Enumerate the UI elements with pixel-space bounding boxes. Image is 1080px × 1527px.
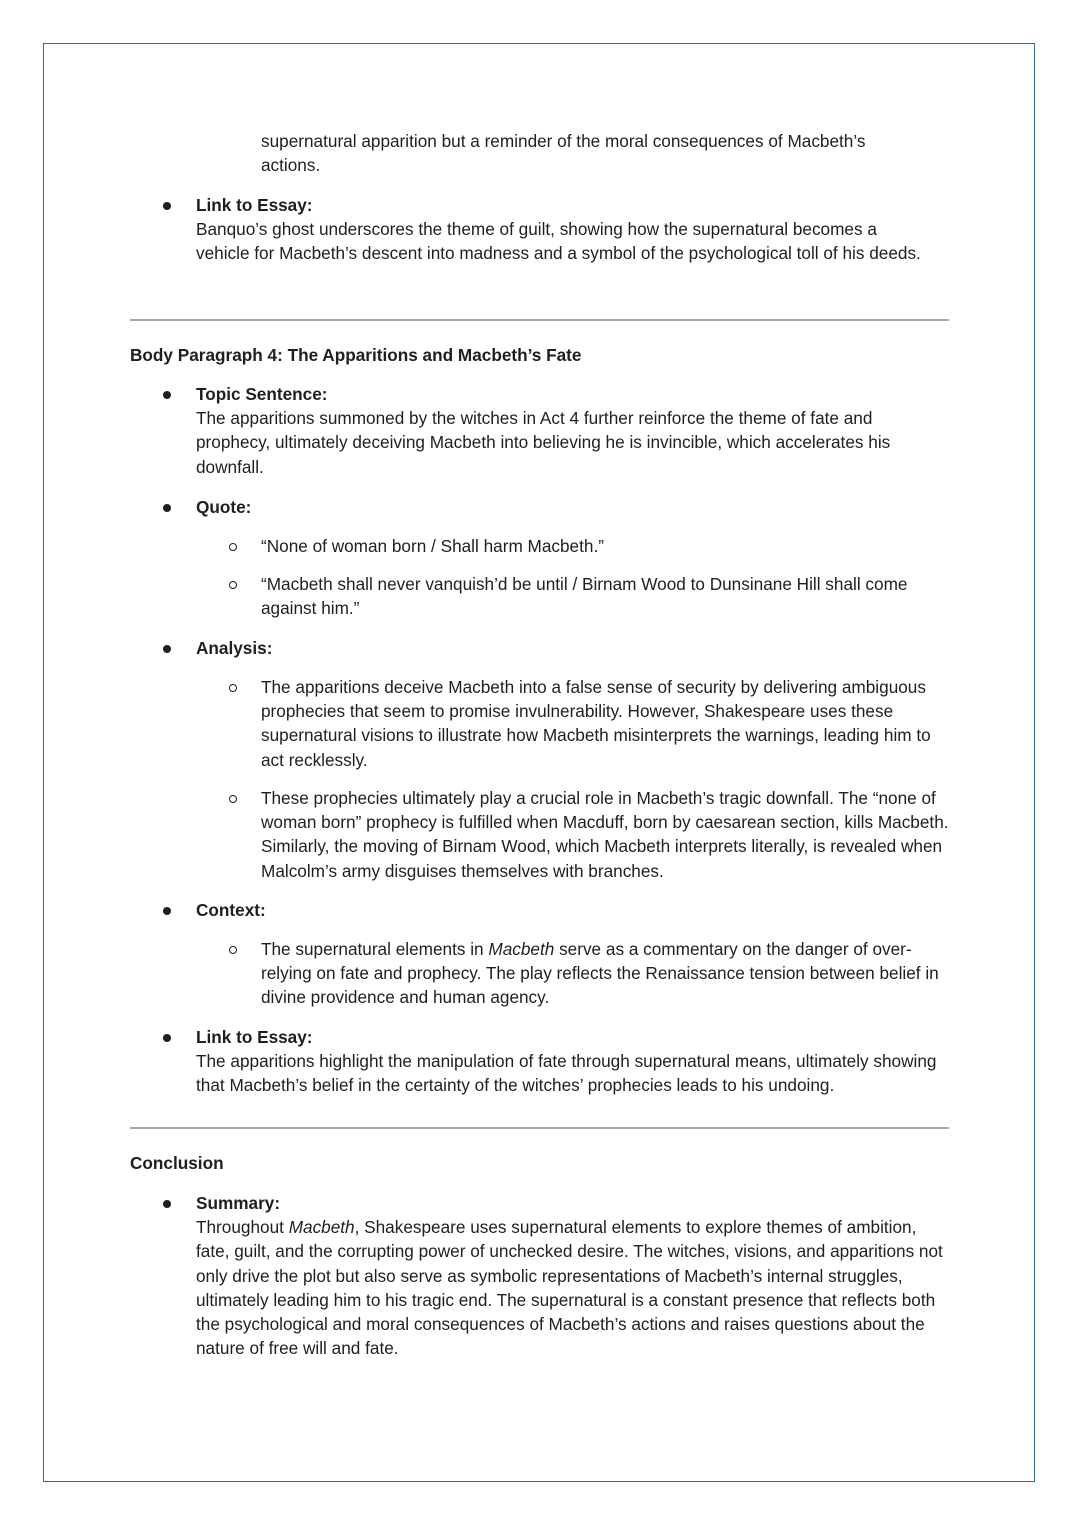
analysis-item: The apparitions deceive Macbeth into a false sense of security by delivering ambiguous prophecies that seem to promise invulnerability. However, Shakespeare uses these supernatural visions to illustrate how Macbeth misinterprets the warnings, leading him to act recklessly. — [261, 677, 931, 770]
bp4-topic-sentence — [196, 382, 941, 479]
quote-item: “None of woman born / Shall harm Macbeth.” — [261, 536, 604, 556]
context-text-pre: The supernatural elements in — [261, 939, 489, 959]
bullet-icon — [163, 645, 171, 653]
context-text-title: Macbeth — [488, 939, 555, 959]
bullet-icon — [163, 1200, 171, 1208]
conclusion-heading: Conclusion — [130, 1153, 224, 1173]
topic-label: Topic Sentence: — [196, 384, 328, 404]
quote-label: Quote: — [196, 497, 252, 517]
bullet-icon — [163, 504, 171, 512]
summary-text — [196, 1215, 946, 1360]
bullet-icon — [163, 391, 171, 399]
summary-label: Summary: — [196, 1193, 281, 1213]
circle-bullet-icon — [229, 684, 237, 692]
bp3-link-label: Link to Essay: — [196, 195, 313, 215]
circle-bullet-icon — [229, 581, 237, 589]
circle-bullet-icon — [229, 795, 237, 803]
bullet-icon — [163, 907, 171, 915]
context-label: Context: — [196, 900, 266, 920]
quote-item: “Macbeth shall never vanquish’d be until / Birnam Wood to Dunsinane Hill shall come against him.” — [261, 574, 908, 619]
summary-text-pre: Throughout — [196, 1217, 289, 1238]
topic-text: The apparitions summoned by the witches in Act 4 further reinforce the theme of fate and prophecy, ultimately deceiving Macbeth into believing he is invincible, which accelerates his downfall. — [196, 408, 891, 477]
summary-text-post: , Shakespeare uses supernatural elements to explore themes of ambition, fate, guilt, and the corrupting power of unchecked desire. The witches, visions, and apparitions not only drive the plot but also serve as symbolic representations of Macbeth’s internal struggles, ultimately leading him to his tragic end. The supernatural is a constant presence that reflects both the psychological and moral consequences of Macbeth’s actions and raises questions about the nature of free will and fate. — [196, 1217, 943, 1359]
continuation-text: supernatural apparition but a reminder of the moral consequences of Macbeth’s actions. — [261, 131, 866, 176]
section-divider — [130, 319, 949, 321]
analysis-item: These prophecies ultimately play a crucial role in Macbeth’s tragic downfall. The “none of woman born” prophecy is fulfilled when Macduff, born by caesarean section, kills Macbeth. Similarly, the moving of Birnam Wood, which Macbeth interprets literally, is revealed when Malcolm’s army disguises themselves with branches. — [261, 788, 949, 881]
bp3-link-text: Banquo’s ghost underscores the theme of guilt, showing how the supernatural becomes a vehicle for Macbeth’s descent into madness and a symbol of the psychological toll of his deeds. — [196, 219, 921, 264]
summary-text-title: Macbeth — [288, 1217, 355, 1238]
context-text-post: serve as a commentary on the danger of over-relying on fate and prophecy. The play reflects the Renaissance tension between belief in divine providence and human agency. — [261, 939, 939, 1008]
bp4-link-text: The apparitions highlight the manipulation of fate through supernatural means, ultimately showing that Macbeth’s belief in the certainty of the witches’ prophecies leads to his undoing. — [196, 1051, 937, 1096]
conclusion-summary — [196, 1191, 946, 1360]
bp4-link-label: Link to Essay: — [196, 1027, 313, 1047]
circle-bullet-icon — [229, 946, 237, 954]
section-divider — [130, 1127, 949, 1129]
bullet-icon — [163, 1034, 171, 1042]
bp3-link-to-essay — [196, 193, 926, 266]
context-item — [261, 937, 961, 1010]
bullet-icon — [163, 202, 171, 210]
circle-bullet-icon — [229, 543, 237, 551]
analysis-label: Analysis: — [196, 638, 273, 658]
bp4-heading: Body Paragraph 4: The Apparitions and Macbeth’s Fate — [130, 345, 582, 365]
bp4-link-to-essay — [196, 1025, 946, 1098]
